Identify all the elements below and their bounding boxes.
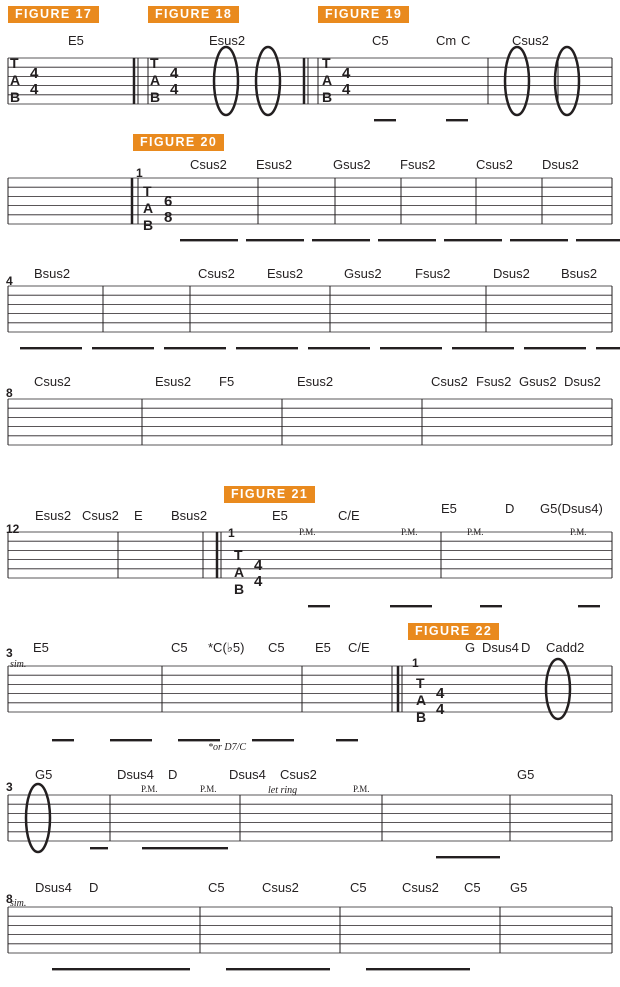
time-signature: 4 <box>170 81 179 98</box>
beam <box>524 347 586 349</box>
beam <box>52 739 74 741</box>
palm-mute: P.M. <box>467 527 484 537</box>
chord-label: Dsus2 <box>564 374 601 389</box>
chord-label: E5 <box>33 640 49 655</box>
tab-clef: A <box>10 72 21 88</box>
beam <box>576 239 620 241</box>
time-signature: 4 <box>342 65 351 82</box>
time-signature: 8 <box>164 209 173 226</box>
time-signature: 6 <box>164 193 173 210</box>
chord-label: D <box>89 880 99 895</box>
beam <box>436 856 500 858</box>
beam <box>236 347 298 349</box>
chord-oval <box>555 47 579 115</box>
tab-clef: B <box>143 217 154 233</box>
figure-18-label: FIGURE 18 <box>148 6 239 23</box>
time-signature: 4 <box>254 557 263 574</box>
chord-label: F5 <box>219 374 235 389</box>
beam <box>378 239 436 241</box>
chord-label: Cadd2 <box>546 640 585 655</box>
tab-clef: B <box>234 581 245 597</box>
chord-label: Esus2 <box>297 374 334 389</box>
figure-20-label: FIGURE 20 <box>133 134 224 151</box>
beam <box>142 847 228 849</box>
palm-mute: P.M. <box>200 784 217 794</box>
chord-label: C5 <box>372 33 389 48</box>
beam <box>444 239 502 241</box>
chord-label: Csus2 <box>262 880 299 895</box>
chord-label: E5 <box>272 508 288 523</box>
tab-clef: A <box>322 72 333 88</box>
chord-label: E5 <box>68 33 84 48</box>
figure-21-label: FIGURE 21 <box>224 486 315 503</box>
beam <box>452 347 514 349</box>
chord-label: C5 <box>268 640 285 655</box>
chord-label: G <box>465 640 476 655</box>
palm-mute: P.M. <box>299 527 316 537</box>
chord-label: Csus2 <box>198 266 235 281</box>
system-number: 4 <box>6 274 13 288</box>
chord-label: G5(Dsus4) <box>540 501 603 516</box>
beam <box>164 347 226 349</box>
beam <box>226 968 330 970</box>
chord-label: Dsus2 <box>542 157 579 172</box>
beam <box>308 347 370 349</box>
beam <box>246 239 304 241</box>
simile-direction: sim. <box>10 659 27 670</box>
chord-label: Gsus2 <box>519 374 557 389</box>
tab-clef: B <box>150 89 161 105</box>
chord-label: G5 <box>510 880 528 895</box>
chord-label: Csus2 <box>34 374 71 389</box>
figure-17-label: FIGURE 17 <box>8 6 99 23</box>
tab-clef: A <box>416 692 427 708</box>
tab-clef: B <box>322 89 333 105</box>
beam <box>374 119 396 121</box>
beam <box>20 347 82 349</box>
chord-label: Csus2 <box>190 157 227 172</box>
tab-clef: A <box>143 200 154 216</box>
system-number: 3 <box>6 646 13 660</box>
chord-oval <box>256 47 280 115</box>
palm-mute: P.M. <box>401 527 418 537</box>
system-number: 1 <box>228 526 235 540</box>
tab-clef: B <box>10 89 21 105</box>
beam <box>480 605 502 607</box>
tab-clef: T <box>416 675 425 691</box>
figure-22-label: FIGURE 22 <box>408 623 499 640</box>
tab-clef: T <box>150 55 159 71</box>
chord-label: Csus2 <box>512 33 549 48</box>
chord-label: Csus2 <box>476 157 513 172</box>
chord-label: D <box>521 640 531 655</box>
beam <box>390 605 432 607</box>
beam <box>336 739 358 741</box>
chord-label: Gsus2 <box>344 266 382 281</box>
chord-label: D <box>168 767 178 782</box>
chord-label: G5 <box>517 767 535 782</box>
beam <box>92 347 154 349</box>
beam <box>312 239 370 241</box>
beam <box>380 347 442 349</box>
beam <box>180 239 238 241</box>
chord-oval <box>214 47 238 115</box>
chord-label: D <box>505 501 515 516</box>
chord-label: Bsus2 <box>561 266 598 281</box>
chord-label: Dsus4 <box>35 880 72 895</box>
chord-label: Dsus4 <box>482 640 519 655</box>
chord-label: C5 <box>171 640 188 655</box>
chord-label: C <box>461 33 471 48</box>
chord-label: Csus2 <box>82 508 119 523</box>
figure-19-label: FIGURE 19 <box>318 6 409 23</box>
footnote: *or D7/C <box>208 742 247 753</box>
chord-label: Esus2 <box>267 266 304 281</box>
chord-label: Fsus2 <box>415 266 451 281</box>
chord-label: Dsus2 <box>493 266 530 281</box>
chord-label: E5 <box>441 501 457 516</box>
tab-clef: T <box>10 55 19 71</box>
chord-label: Cm <box>436 33 457 48</box>
system-number: 3 <box>6 780 13 794</box>
chord-label: Dsus4 <box>229 767 266 782</box>
system-number: 8 <box>6 892 13 906</box>
chord-label: C/E <box>338 508 360 523</box>
time-signature: 4 <box>436 701 445 718</box>
chord-label: Gsus2 <box>333 157 371 172</box>
tab-clef: A <box>150 72 161 88</box>
chord-label: Esus2 <box>35 508 72 523</box>
system-number: 1 <box>136 166 143 180</box>
tab-clef: T <box>143 183 152 199</box>
beam <box>446 119 468 121</box>
chord-label: Esus2 <box>209 33 246 48</box>
chord-oval <box>26 784 50 852</box>
chord-label: Esus2 <box>256 157 293 172</box>
chord-label: *C(♭5) <box>208 640 245 655</box>
chord-label: Csus2 <box>402 880 439 895</box>
time-signature: 4 <box>436 685 445 702</box>
chord-label: Csus2 <box>280 767 317 782</box>
beam <box>578 605 600 607</box>
beam <box>52 968 190 970</box>
chord-label: Csus2 <box>431 374 468 389</box>
time-signature: 4 <box>30 65 39 82</box>
beam <box>308 605 330 607</box>
let-ring-direction: let ring <box>268 785 298 796</box>
chord-label: E5 <box>315 640 331 655</box>
beam <box>510 239 568 241</box>
chord-label: Bsus2 <box>34 266 71 281</box>
chord-label: C5 <box>208 880 225 895</box>
chord-oval <box>505 47 529 115</box>
chord-label: G5 <box>35 767 53 782</box>
time-signature: 4 <box>254 573 263 590</box>
chord-label: E <box>134 508 143 523</box>
tab-clef: B <box>416 709 427 725</box>
chord-label: C5 <box>464 880 481 895</box>
system-number: 1 <box>412 656 419 670</box>
beam <box>596 347 620 349</box>
chord-label: Dsus4 <box>117 767 154 782</box>
tab-clef: T <box>234 547 243 563</box>
beam <box>366 968 470 970</box>
chord-label: Fsus2 <box>476 374 512 389</box>
beam <box>90 847 108 849</box>
beam <box>178 739 220 741</box>
simile-direction: sim. <box>10 898 27 909</box>
time-signature: 4 <box>30 81 39 98</box>
palm-mute: P.M. <box>353 784 370 794</box>
chord-label: C/E <box>348 640 370 655</box>
chord-oval <box>546 659 570 719</box>
beam <box>110 739 152 741</box>
chord-label: Fsus2 <box>400 157 436 172</box>
beam <box>252 739 294 741</box>
palm-mute: P.M. <box>570 527 587 537</box>
chord-label: Bsus2 <box>171 508 208 523</box>
tab-clef: A <box>234 564 245 580</box>
chord-label: C5 <box>350 880 367 895</box>
system-number: 12 <box>6 522 20 536</box>
tab-clef: T <box>322 55 331 71</box>
palm-mute: P.M. <box>141 784 158 794</box>
time-signature: 4 <box>342 81 351 98</box>
system-number: 8 <box>6 386 13 400</box>
time-signature: 4 <box>170 65 179 82</box>
chord-label: Esus2 <box>155 374 192 389</box>
